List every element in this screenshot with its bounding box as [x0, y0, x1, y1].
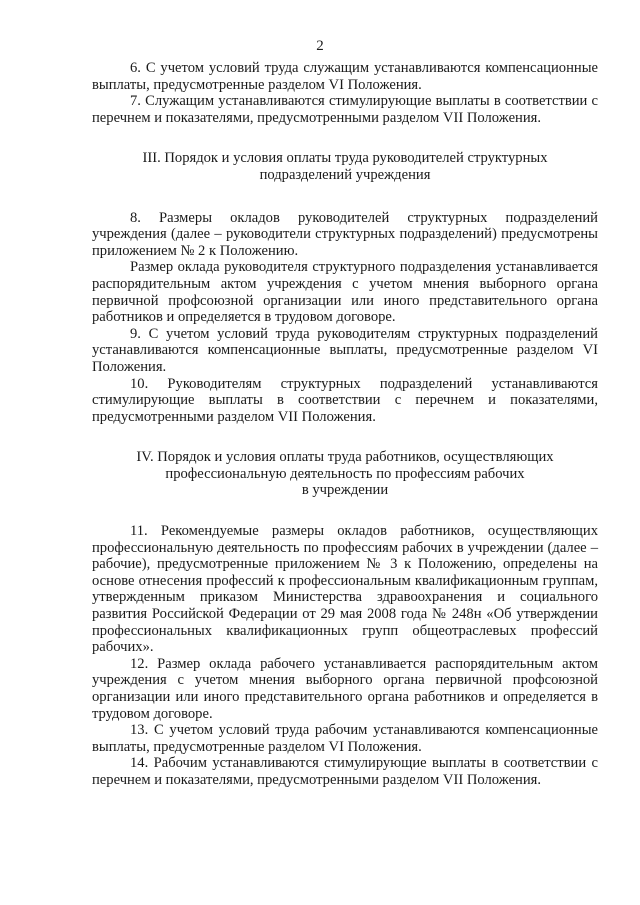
paragraph-14: 14. Рабочим устанавливаются стимулирующие выплаты в соответствии с перечнем и показателями, предусмотренными разделом VII Положения.: [92, 755, 598, 788]
section-3-heading-line-1: III. Порядок и условия оплаты труда руководителей структурных: [142, 150, 548, 167]
paragraph-8-salary: Размер оклада руководителя структурного подразделения устанавливается распорядительным актом учреждения с учетом мнения выборного органа первичной профсоюзной организации или иного представительного органа работников и определяется в трудовом договоре.: [92, 259, 598, 326]
section-4-heading-line-1: IV. Порядок и условия оплаты труда работников, осуществляющих: [136, 449, 554, 466]
paragraph-13: 13. С учетом условий труда рабочим устанавливаются компенсационные выплаты, предусмотренные разделом VI Положения.: [92, 722, 598, 755]
paragraph-6: 6. С учетом условий труда служащим устанавливаются компенсационные выплаты, предусмотренные разделом VI Положения.: [92, 60, 598, 93]
section-3-heading: [92, 150, 598, 183]
document-body: [92, 60, 598, 789]
section-4-heading-line-3: в учреждении: [301, 482, 389, 499]
paragraph-8: 8. Размеры окладов руководителей структурных подразделений учреждения (далее – руководители структурных подразделений) предусмотрены приложением № 2 к Положению.: [92, 209, 598, 259]
paragraph-11: 11. Рекомендуемые размеры окладов работников, осуществляющих профессиональную деятельность по профессиям рабочих в учреждении (далее – рабочие), предусмотренные приложением № 3 к Положению, определены на основе отнесения профессий к профессиональным квалификационным группам, утвержденным приказом Министерства здравоохранения и социального развития Российской Федерации от 29 мая 2008 года № 248н «Об утверждении профессиональных квалификационных групп общеотраслевых профессий рабочих».: [92, 523, 598, 656]
paragraph-7: 7. Служащим устанавливаются стимулирующие выплаты в соответствии с перечнем и показателями, предусмотренными разделом VII Положения.: [92, 93, 598, 126]
section-3-heading-line-2: подразделений учреждения: [259, 166, 431, 183]
section-4-heading: [92, 449, 598, 499]
paragraph-12: 12. Размер оклада рабочего устанавливается распорядительным актом учреждения с учетом мнения выборного органа первичной профсоюзной организации или иного представительного органа работников и определяется в трудовом договоре.: [92, 655, 598, 722]
paragraph-9: 9. С учетом условий труда руководителям структурных подразделений устанавливаются компенсационные выплаты, предусмотренные разделом VI Положения.: [92, 325, 598, 375]
page-number: 2: [316, 38, 324, 54]
section-4-heading-line-2: профессиональную деятельность по профессиям рабочих: [165, 465, 525, 482]
paragraph-10: 10. Руководителям структурных подразделений устанавливаются стимулирующие выплаты в соответствии с перечнем и показателями, предусмотренными разделом VII Положения.: [92, 375, 598, 425]
